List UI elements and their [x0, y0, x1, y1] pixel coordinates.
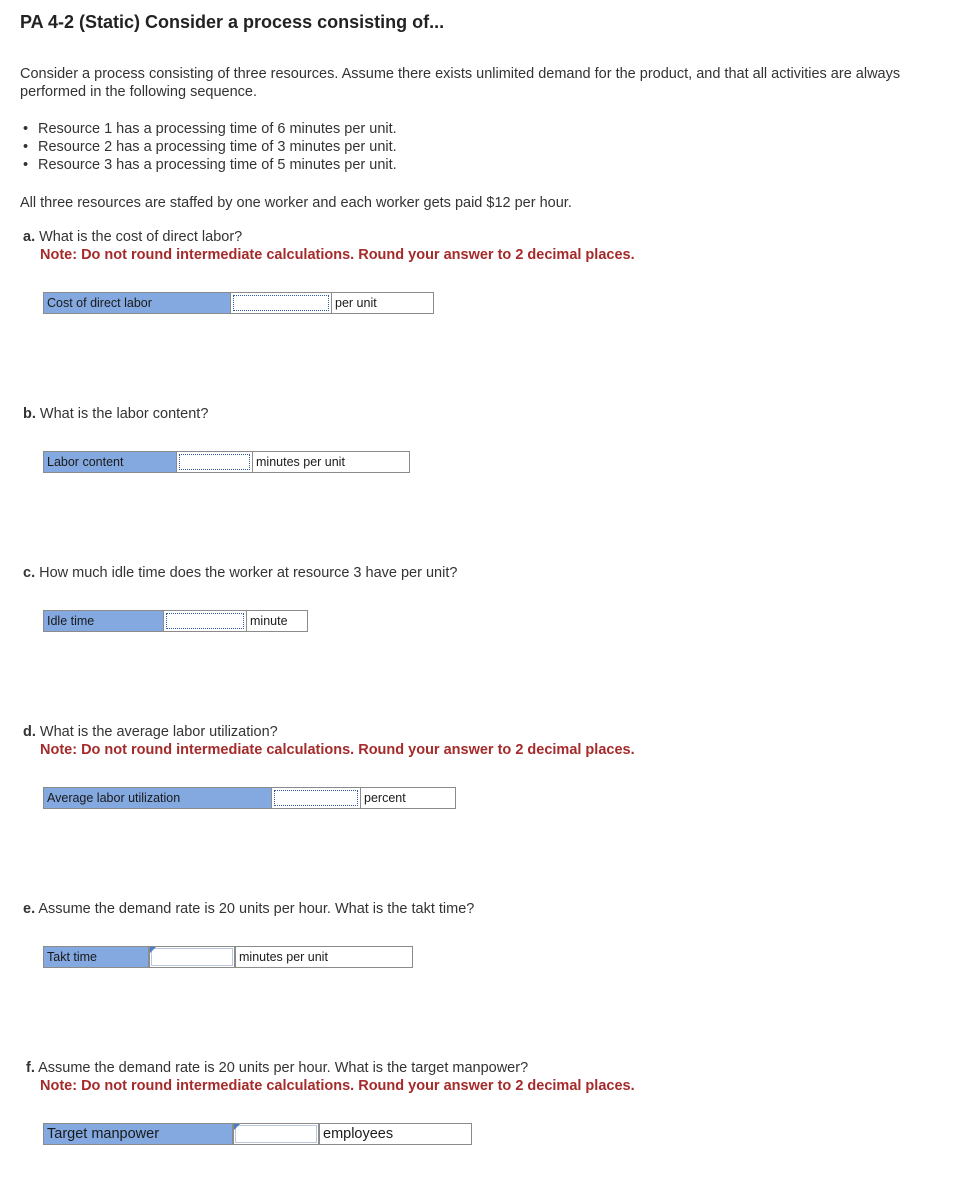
- cost-of-direct-labor-input[interactable]: [231, 292, 331, 314]
- note-f: Note: Do not round intermediate calculations. Round your answer to 2 decimal places.: [40, 1078, 635, 1094]
- page-title: PA 4-2 (Static) Consider a process consisting of...: [20, 12, 445, 32]
- question-text: Assume the demand rate is 20 units per hour. What is the takt time?: [38, 901, 475, 917]
- question-letter: d.: [23, 724, 36, 740]
- question-letter: c.: [23, 565, 36, 581]
- note-d: Note: Do not round intermediate calculations. Round your answer to 2 decimal places.: [40, 742, 635, 758]
- resource-list: [20, 120, 397, 174]
- answer-label: Idle time: [43, 610, 164, 632]
- question-d: [23, 723, 278, 741]
- answer-row-c: [43, 610, 308, 632]
- answer-row-a: [43, 292, 434, 314]
- unit-label: minutes per unit: [235, 946, 413, 968]
- question-letter: b.: [23, 406, 36, 422]
- answer-row-b: [43, 451, 410, 473]
- question-text: Assume the demand rate is 20 units per hour. What is the target manpower?: [38, 1060, 529, 1076]
- problem-intro: Consider a process consisting of three resources. Assume there exists unlimited demand for the product, and that all activities are always performed in the following sequence.: [20, 66, 901, 100]
- question-text: What is the cost of direct labor?: [39, 229, 243, 245]
- answer-label: Average labor utilization: [43, 787, 272, 809]
- question-f: [26, 1059, 528, 1077]
- question-letter: a.: [23, 229, 36, 245]
- question-e: [23, 900, 474, 918]
- question-letter: f.: [26, 1060, 35, 1076]
- answer-row-e: [43, 946, 413, 968]
- question-text: How much idle time does the worker at resource 3 have per unit?: [39, 565, 458, 581]
- note-a: Note: Do not round intermediate calculations. Round your answer to 2 decimal places.: [40, 247, 635, 263]
- takt-time-input[interactable]: [149, 946, 235, 968]
- answer-label: Target manpower: [43, 1123, 233, 1145]
- question-a: [23, 228, 242, 246]
- unit-label: minute: [246, 610, 308, 632]
- unit-label: employees: [319, 1123, 472, 1145]
- question-letter: e.: [23, 901, 36, 917]
- unit-label: per unit: [331, 292, 434, 314]
- question-c: [23, 564, 457, 582]
- idle-time-input[interactable]: [164, 610, 246, 632]
- question-b: [23, 405, 208, 423]
- list-item: • Resource 2 has a processing time of 3 minutes per unit.: [20, 138, 397, 156]
- question-text: What is the labor content?: [39, 406, 209, 422]
- unit-label: percent: [360, 787, 456, 809]
- answer-row-f: [43, 1123, 472, 1145]
- list-item: • Resource 1 has a processing time of 6 minutes per unit.: [20, 120, 397, 138]
- answer-label: Cost of direct labor: [43, 292, 231, 314]
- staffing-text: All three resources are staffed by one worker and each worker gets paid $12 per hour.: [20, 195, 572, 211]
- answer-row-d: [43, 787, 456, 809]
- question-text: What is the average labor utilization?: [39, 724, 278, 740]
- flag-icon: [234, 1124, 240, 1130]
- answer-label: Labor content: [43, 451, 177, 473]
- flag-icon: [150, 947, 156, 953]
- list-item: • Resource 3 has a processing time of 5 minutes per unit.: [20, 156, 397, 174]
- answer-label: Takt time: [43, 946, 149, 968]
- unit-label: minutes per unit: [252, 451, 410, 473]
- target-manpower-input[interactable]: [233, 1123, 319, 1145]
- labor-content-input[interactable]: [177, 451, 252, 473]
- average-labor-utilization-input[interactable]: [272, 787, 360, 809]
